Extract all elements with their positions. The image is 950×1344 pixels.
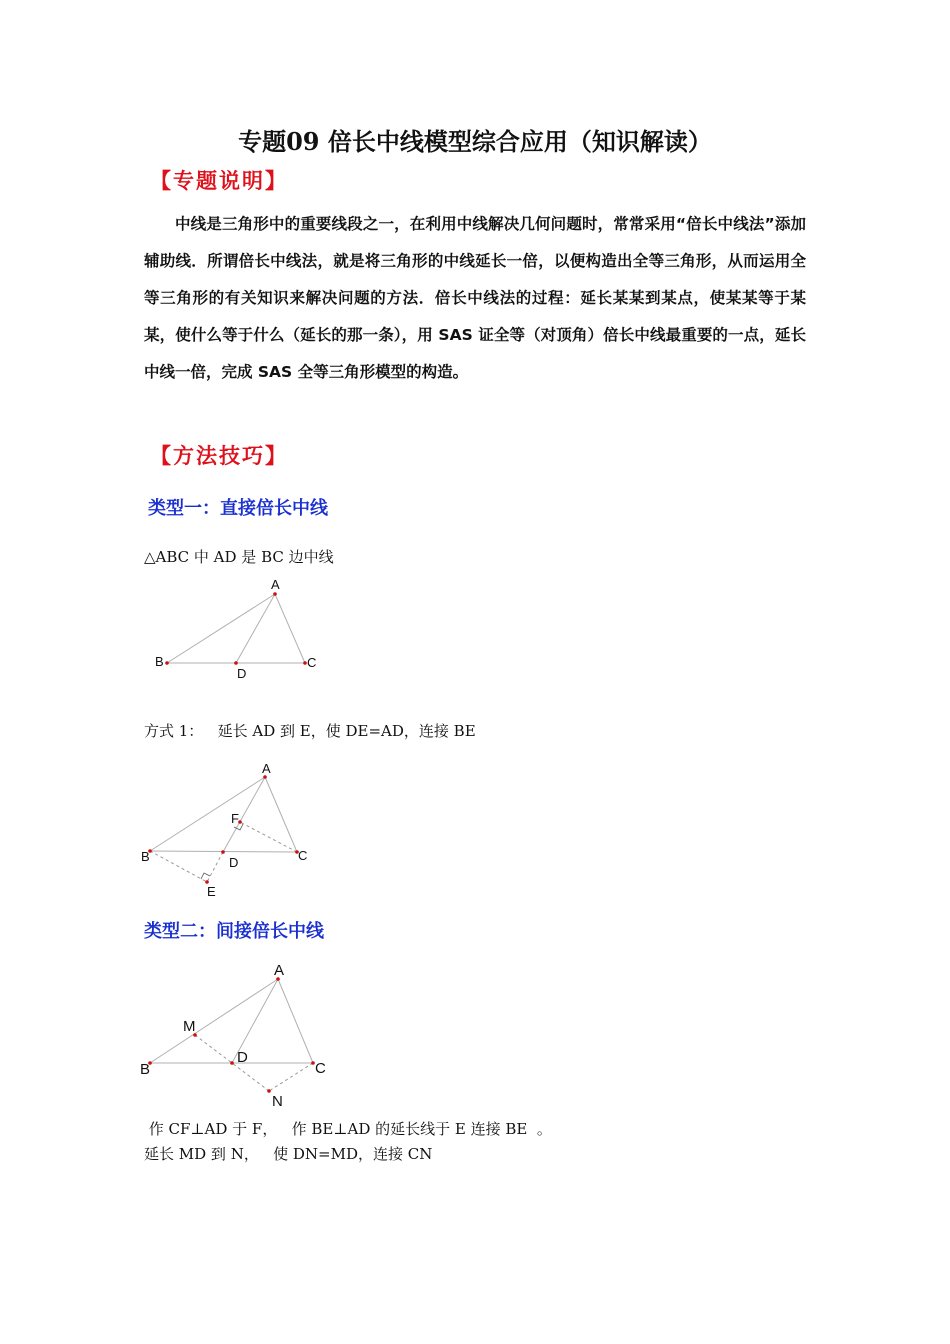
label-d: D: [229, 855, 239, 870]
section-heading-topic-description: 【专题说明】: [150, 168, 288, 193]
note-line-1: 作 CF⊥AD 于 F， 作 BE⊥AD 的延长线于 E 连接 BE 。: [144, 1120, 552, 1138]
label-c: C: [307, 655, 317, 670]
segment-ab: [167, 594, 275, 663]
type2-heading: 类型二：间接倍长中线: [144, 921, 324, 942]
label-b: B: [141, 849, 150, 864]
segment-ac: [265, 777, 297, 852]
intro-paragraph-text: 中线是三角形中的重要线段之一，在利用中线解决几何问题时，常常采用“倍长中线法”添加辅助线．所谓倍长中线法，就是将三角形的中线延长一倍，以便构造出全等三角形，从而运用全等三角形的有关知识来解决问题的方法．倍长中线法的过程：延长某某到某点，使某某等于某某，使什么等于什么（延长的那一条），用 SAS 证全等（对顶角）倍长中线最重要的一点，延长中线一倍，完成 SAS 全等三角形模型的构造。: [144, 215, 806, 381]
label-c: C: [315, 1060, 326, 1077]
segment-ab: [150, 979, 278, 1063]
segment-ac: [278, 979, 313, 1063]
method1-text: 方式 1： 延长 AD 到 E，使 DE=AD，连接 BE: [144, 722, 476, 740]
segment-ac: [275, 594, 305, 663]
label-f: F: [231, 811, 239, 826]
segment-cf: [240, 822, 297, 852]
page-title: 专题09 倍长中线模型综合应用（知识解读）: [238, 127, 712, 156]
segment-cn: [269, 1063, 313, 1091]
label-b: B: [140, 1061, 151, 1078]
label-a: A: [274, 962, 285, 979]
label-d: D: [237, 1049, 248, 1066]
point-b: [165, 661, 169, 665]
label-a: A: [271, 577, 280, 592]
label-m: M: [183, 1018, 196, 1035]
type1-statement: △ABC 中 AD 是 BC 边中线: [144, 548, 334, 566]
figure-method1: [141, 761, 307, 899]
segment-be: [150, 851, 207, 882]
label-c: C: [298, 848, 308, 863]
figure-type2: [140, 962, 326, 1110]
label-b: B: [155, 654, 164, 669]
point-d: [234, 661, 238, 665]
label-a: A: [262, 761, 271, 776]
segment-ad: [223, 777, 265, 852]
label-d: D: [237, 666, 247, 681]
segment-ab: [150, 777, 265, 851]
note-line-2: 延长 MD 到 N， 使 DN=MD，连接 CN: [144, 1145, 433, 1163]
label-e: E: [207, 884, 216, 899]
segment-ad: [236, 594, 275, 663]
segment-de: [207, 852, 223, 882]
section-heading-methods: 【方法技巧】: [150, 443, 288, 468]
figure-triangle-median: [155, 577, 316, 681]
label-n: N: [272, 1093, 283, 1110]
point-a: [273, 592, 277, 596]
type1-heading: 类型一：直接倍长中线: [148, 498, 328, 519]
right-angle-e: [201, 873, 210, 879]
